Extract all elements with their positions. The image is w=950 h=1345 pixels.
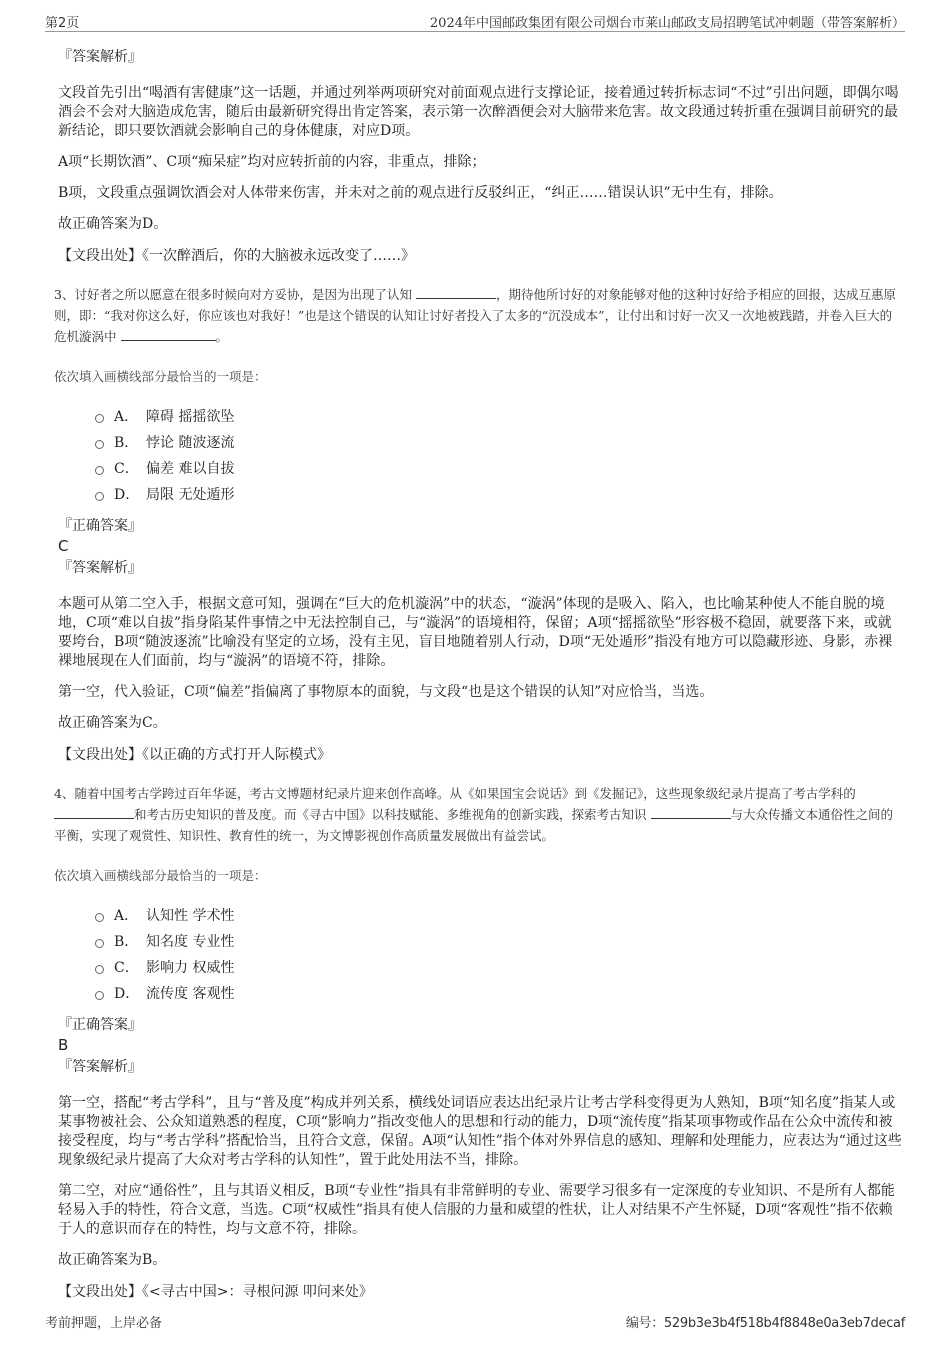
- option-c[interactable]: [95, 954, 902, 980]
- radio-icon[interactable]: [95, 492, 104, 501]
- analysis-paragraph: B项，文段重点强调饮酒会对人体带来伤害，并未对之前的观点进行反驳纠正，“纠正……错误认识”无中生有，排除。: [58, 185, 783, 201]
- document-id: 编号：529b3e3b4f518b4f8848e0a3eb7decaf: [625, 1316, 905, 1331]
- option-d[interactable]: [95, 481, 902, 507]
- analysis-label: 『答案解析』: [58, 560, 142, 576]
- radio-icon[interactable]: [95, 991, 104, 1000]
- option-b[interactable]: [95, 429, 902, 455]
- fill-blank: [54, 806, 134, 819]
- question-4-text: [54, 783, 902, 846]
- option-a[interactable]: [95, 403, 902, 429]
- option-letter: A．: [114, 908, 139, 924]
- correct-answer: C: [58, 537, 69, 555]
- option-d[interactable]: [95, 980, 902, 1006]
- analysis-paragraph: 第二空，对应“通俗性”，且与其语义相反，B项“专业性”指具有非常鲜明的专业、需要学习很多有一定深度的专业知识、不是所有人都能轻易入手的特性，符合文意，当选。C项“权威性”指具有使人信服的力量和威望的性状，让人对结果不产生怀疑，D项“客观性”指不依赖于人的意识而存在的特性，均与文意不符，排除。: [58, 1183, 895, 1237]
- option-text: 局限 无处遁形: [146, 487, 235, 503]
- option-letter: B．: [114, 934, 139, 950]
- option-text: 认知性 学术性: [146, 908, 235, 924]
- radio-icon[interactable]: [95, 939, 104, 948]
- radio-icon[interactable]: [95, 414, 104, 423]
- option-letter: B．: [114, 435, 139, 451]
- question-3-options: [95, 403, 902, 507]
- answer-conclusion: 故正确答案为D。: [58, 216, 168, 232]
- option-letter: C．: [114, 461, 139, 477]
- analysis-label: 『答案解析』: [58, 49, 142, 65]
- option-a[interactable]: [95, 902, 902, 928]
- source-citation: 【文段出处】《一次醉酒后，你的大脑被永远改变了……》: [58, 248, 415, 264]
- question-text-part: 和考古历史知识的普及度。而《寻古中国》以科技赋能、多维视角的创新实践，探索考古知识: [134, 807, 647, 822]
- correct-answer-label: 『正确答案』: [58, 1017, 142, 1033]
- footer-slogan: 考前押题，上岸必备: [45, 1316, 163, 1331]
- option-text: 障碍 摇摇欲坠: [146, 409, 235, 425]
- question-4-options: [95, 902, 902, 1006]
- option-text: 影响力 权威性: [146, 960, 235, 976]
- radio-icon[interactable]: [95, 440, 104, 449]
- correct-answer: B: [58, 1036, 69, 1054]
- fill-blank: [416, 286, 496, 299]
- radio-icon[interactable]: [95, 913, 104, 922]
- analysis-paragraph: 第一空，搭配“考古学科”，且与“普及度”构成并列关系，横线处词语应表达出纪录片让考古学科变得更为人熟知，B项“知名度”指某人或某事物被社会、公众知道熟悉的程度，C项“影响力”指改变他人的思想和行动的能力，D项“流传度”指某项事物或作品在公众中流传和被接受程度，均与“考古学科”搭配恰当，且符合文意，保留。A项“认知性”指个体对外界信息的感知、理解和处理能力，应表达为“通过这些现象级纪录片提高了大众对考古学科的认知性”，置于此处用法不当，排除。: [58, 1095, 902, 1168]
- option-text: 悖论 随波逐流: [146, 435, 235, 451]
- document-title: 2024年中国邮政集团有限公司烟台市莱山邮政支局招聘笔试冲刺题（带答案解析）: [429, 16, 905, 31]
- page-header: [45, 12, 905, 32]
- fill-blank: [651, 806, 731, 819]
- page-number: 第2页: [45, 16, 80, 31]
- radio-icon[interactable]: [95, 965, 104, 974]
- question-text-part: 与大众传播文本通俗性之间的平衡，实现了观赏性、知识性、教育性的统一，为文博影视创作高质量发展做出有益尝试。: [54, 807, 894, 843]
- question-text-part: 。: [215, 329, 229, 344]
- option-letter: A．: [114, 409, 139, 425]
- option-text: 流传度 客观性: [146, 986, 235, 1002]
- source-citation: 【文段出处】《<寻古中国>：寻根问源 叩问来处》: [58, 1284, 373, 1300]
- analysis-paragraph: 第一空，代入验证，C项“偏差”指偏离了事物原本的面貌，与文段“也是这个错误的认知”对应恰当，当选。: [58, 684, 714, 700]
- option-letter: D．: [114, 487, 140, 503]
- analysis-paragraph: A项“长期饮酒”、C项“痴呆症”均对应转折前的内容，非重点，排除；: [58, 154, 486, 170]
- correct-answer-label: 『正确答案』: [58, 518, 142, 534]
- answer-conclusion: 故正确答案为C。: [58, 715, 167, 731]
- document-body: [54, 44, 902, 1302]
- answer-conclusion: 故正确答案为B。: [58, 1252, 167, 1268]
- source-citation: 【文段出处】《以正确的方式打开人际模式》: [58, 747, 331, 763]
- question-text-part: 3、讨好者之所以愿意在很多时候向对方妥协，是因为出现了认知: [54, 287, 412, 302]
- question-prompt: 依次填入画横线部分最恰当的一项是：: [54, 868, 267, 883]
- analysis-paragraph: 本题可从第二空入手，根据文意可知，强调在“巨大的危机漩涡”中的状态，“漩涡”体现的是吸入、陷入，也比喻某种使人不能自脱的境地，C项“难以自拔”指身陷某件事情之中无法控制自己，与“漩涡”的语境相符，保留；A项“摇摇欲坠”形容极不稳固，就要落下来，或就要垮台，B项“随波逐流”比喻没有坚定的立场，没有主见，盲目地随着别人行动，D项“无处遁形”指没有地方可以隐藏形迹、身影，赤裸裸地展现在人们面前，均与“漩涡”的语境不符，排除。: [58, 596, 893, 669]
- option-letter: C．: [114, 960, 139, 976]
- analysis-label: 『答案解析』: [58, 1059, 142, 1075]
- question-text-part: ，期待他所讨好的对象能够对他的这种讨好给予相应的回报，达成互惠原则，即：“我对你这么好，你应该也对我好！”也是这个错误的认知让讨好者投入了太多的“沉没成本”，让付出和讨好一次又一次地被践踏，并卷入巨大的危机漩涡中: [54, 287, 896, 344]
- question-3-text: [54, 284, 902, 347]
- option-c[interactable]: [95, 455, 902, 481]
- option-letter: D．: [114, 986, 140, 1002]
- option-text: 偏差 难以自拔: [146, 461, 235, 477]
- option-text: 知名度 专业性: [146, 934, 235, 950]
- fill-blank: [121, 328, 216, 341]
- question-prompt: 依次填入画横线部分最恰当的一项是：: [54, 369, 267, 384]
- radio-icon[interactable]: [95, 466, 104, 475]
- header-divider: [45, 31, 905, 32]
- analysis-paragraph: 文段首先引出“喝酒有害健康”这一话题，并通过列举两项研究对前面观点进行支撑论证，接着通过转折标志词“不过”引出问题，即偶尔喝酒会不会对大脑造成危害，随后由最新研究得出肯定答案，表示第一次醉酒便会对大脑带来危害。故文段通过转折重在强调目前研究的最新结论，即只要饮酒就会影响自己的身体健康，对应D项。: [58, 85, 899, 139]
- question-text-part: 4、随着中国考古学跨过百年华诞，考古文博题材纪录片迎来创作高峰。从《如果国宝会说话》到《发掘记》，这些现象级纪录片提高了考古学科的: [54, 786, 856, 801]
- option-b[interactable]: [95, 928, 902, 954]
